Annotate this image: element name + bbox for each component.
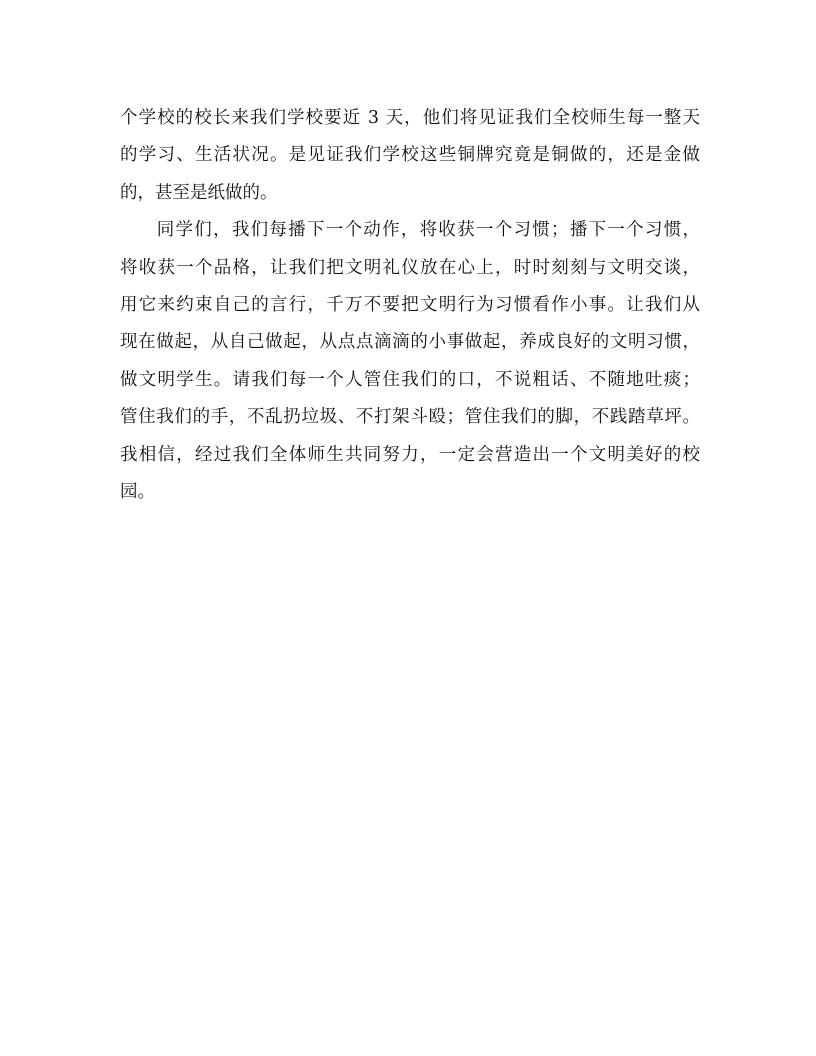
text-line: 做文明学生。请我们每一个人管住我们的口，不说粗话、不随地吐痰；	[120, 369, 700, 390]
text-line: 园。	[120, 481, 155, 502]
text-line: 个学校的校长来我们学校要近 3 天，他们将见证我们全校师生每一整天	[120, 108, 700, 128]
document-body	[120, 100, 700, 511]
text-line: 现在做起，从自己做起，从点点滴滴的小事做起，养成良好的文明习惯，	[120, 332, 700, 353]
paragraph-2	[120, 212, 700, 511]
text-line: 用它来约束自己的言行，千万不要把文明行为习惯看作小事。让我们从	[120, 294, 700, 315]
text-line: 管住我们的手，不乱扔垃圾、不打架斗殴；管住我们的脚，不践踏草坪。	[120, 407, 700, 428]
text-line: 的学习、生活状况。是见证我们学校这些铜牌究竟是铜做的，还是金做	[120, 145, 700, 166]
paragraph-1	[120, 100, 700, 212]
text-line: 的，甚至是纸做的。	[120, 182, 278, 203]
text-line: 将收获一个品格，让我们把文明礼仪放在心上，时时刻刻与文明交谈，	[120, 257, 700, 278]
text-line: 我相信，经过我们全体师生共同努力，一定会营造出一个文明美好的校	[120, 444, 700, 465]
text-line: 同学们，我们每播下一个动作，将收获一个习惯；播下一个习惯，	[156, 220, 700, 241]
